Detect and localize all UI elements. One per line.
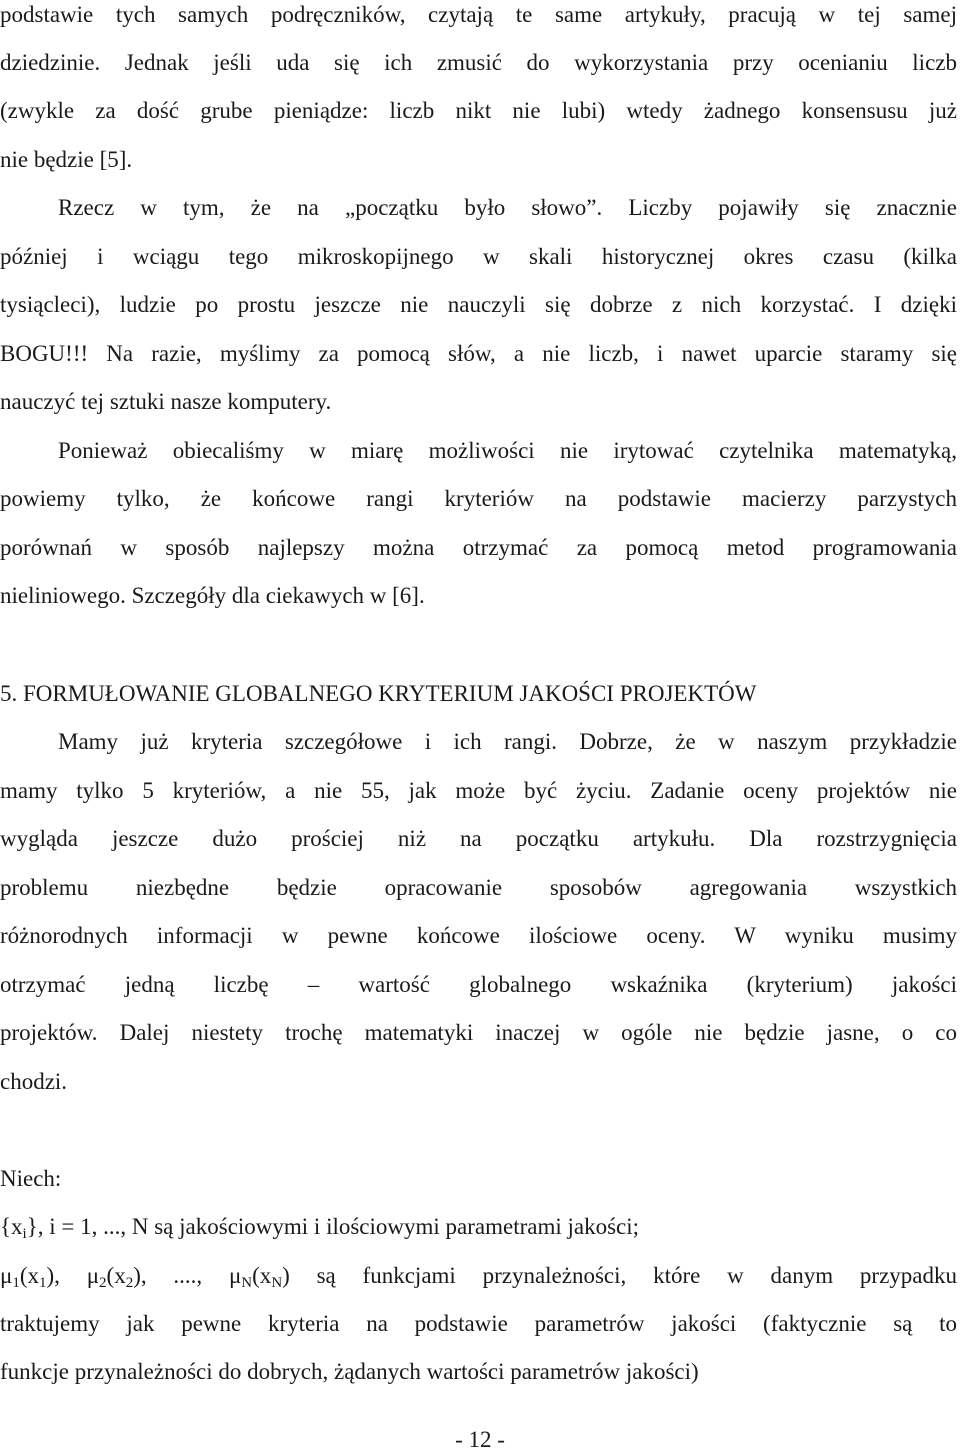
text-line: tysiącleci), ludzie po prostu jeszcze nie nauczyli się dobrze z nich korzystać. I dzięki: [0, 292, 957, 317]
text-line: podstawie tych samych podręczników, czytają te same artykuły, pracują w tej samej: [0, 2, 957, 27]
text-line: traktujemy jak pewne kryteria na podstawie parametrów jakości (faktycznie są to: [0, 1311, 957, 1336]
text-line: Ponieważ obiecaliśmy w miarę możliwości nie irytować czytelnika matematyką,: [58, 438, 957, 463]
definition-parameters: $\{x_i\}$, i = 1, ..., N są jakościowymi i ilościowymi parametrami jakości;: [0, 1214, 640, 1242]
text-line: później i wciągu tego mikroskopijnego w skali historycznej okres czasu (kilka: [0, 244, 957, 269]
text-line: BOGU!!! Na razie, myślimy za pomocą słów, a nie liczb, i nawet uparcie staramy się: [0, 341, 957, 366]
text-line: Rzecz w tym, że na „początku było słowo”. Liczby pojawiły się znacznie: [58, 195, 957, 220]
text-line: otrzymać jedną liczbę – wartość globalnego wskaźnika (kryterium) jakości: [0, 972, 957, 997]
text-line: Mamy już kryteria szczegółowe i ich rangi. Dobrze, że w naszym przykładzie: [58, 729, 957, 754]
definition-membership-functions: $\mu_1(x_1)$, $\mu_2(x_2)$, ...., $\mu_N(x_N)$ są funkcjami przynależności, które w danym przypadku: [0, 1263, 957, 1291]
text-line: problemu niezbędne będzie opracowanie sposobów agregowania wszystkich: [0, 875, 957, 900]
text-line: wygląda jeszcze dużo prościej niż na początku artykułu. Dla rozstrzygnięcia: [0, 826, 957, 851]
niech-label: Niech:: [0, 1166, 62, 1191]
text-line: nieliniowego. Szczegóły dla ciekawych w [6].: [0, 583, 425, 608]
text-line: chodzi.: [0, 1069, 68, 1094]
page-number: - 12 -: [455, 1427, 505, 1452]
text-line: mamy tylko 5 kryteriów, a nie 55, jak może być życiu. Zadanie oceny projektów nie: [0, 778, 957, 803]
text-line: różnorodnych informacji w pewne końcowe ilościowe oceny. W wyniku musimy: [0, 923, 957, 948]
text-line: nie będzie [5].: [0, 147, 133, 172]
text-line: powiemy tylko, że końcowe rangi kryteriów na podstawie macierzy parzystych: [0, 486, 957, 511]
text-line: dziedzinie. Jednak jeśli uda się ich zmusić do wykorzystania przy ocenianiu liczb: [0, 50, 957, 75]
text-line: projektów. Dalej niestety trochę matematyki inaczej w ogóle nie będzie jasne, o co: [0, 1020, 957, 1045]
text-line: porównań w sposób najlepszy można otrzymać za pomocą metod programowania: [0, 535, 957, 560]
section-heading: 5. FORMUŁOWANIE GLOBALNEGO KRYTERIUM JAKOŚCI PROJEKTÓW: [0, 681, 757, 706]
text-line: funkcje przynależności do dobrych, żądanych wartości parametrów jakości): [0, 1359, 699, 1384]
text-line: nauczyć tej sztuki nasze komputery.: [0, 389, 332, 414]
text-line: (zwykle za dość grube pieniądze: liczb nikt nie lubi) wtedy żadnego konsensusu już: [0, 98, 957, 123]
